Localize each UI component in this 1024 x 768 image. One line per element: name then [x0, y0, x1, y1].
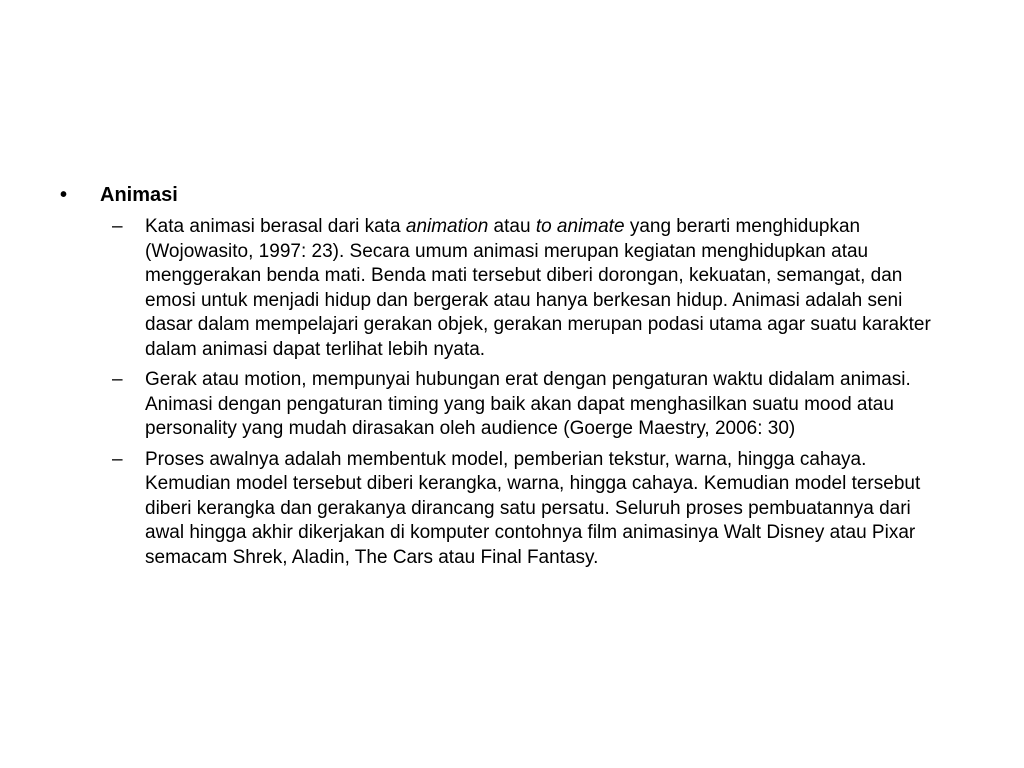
italic-term: to animate [535, 216, 625, 237]
sub-bullet-text [145, 449, 920, 568]
sub-bullet-item [60, 448, 950, 571]
dash-icon: – [112, 369, 123, 390]
text-segment: atau [488, 216, 536, 237]
text-segment: Proses awalnya adalah membentuk model, pemberian tekstur, warna, hingga cahaya. Kemudian model tersebut diberi kerangka, warna, hingga cahaya. Kemudian model tersebut diberi kerangka dan gerakanya dirancang satu persatu. Seluruh proses pembuatannya dari awal hingga akhir dikerjakan di komputer contohnya film animasinya Walt Disney atau Pixar semacam Shrek, Aladin, The Cars atau Final Fantasy. [145, 448, 921, 568]
sub-bullet-item [60, 368, 950, 442]
sub-bullet-item [60, 215, 950, 362]
heading-text: Animasi [100, 184, 178, 206]
slide-content [60, 181, 960, 576]
sub-bullet-text [145, 369, 911, 439]
text-segment: Gerak atau motion, mempunyai hubungan erat dengan pengaturan waktu didalam animasi. Animasi dengan pengaturan timing yang baik akan dapat menghasilkan suatu mood atau personality yang mudah dirasakan oleh audience (Goerge Maestry, 2006: 30) [145, 369, 911, 439]
text-segment: Kata animasi berasal dari kata [145, 216, 406, 237]
bullet-heading [60, 181, 960, 209]
dash-icon: – [112, 448, 123, 470]
dash-icon: – [112, 216, 123, 237]
sub-bullet-list [60, 215, 960, 570]
italic-term: animation [405, 216, 489, 237]
bullet-icon: • [60, 184, 68, 206]
sub-bullet-text [145, 216, 931, 360]
text-segment: yang berarti menghidupkan (Wojowasito, 1997: 23). Secara umum animasi merupan kegiatan menghidupkan atau menggerakan benda mati. Benda mati tersebut diberi dorongan, kekuatan, semangat, dan emosi untuk menjadi hidup dan bergerak atau hanya berkesan hidup. Animasi adalah seni dasar dalam mempelajari gerakan objek, gerakan merupan podasi utama agar suatu karakter dalam animasi dapat terlihat lebih nyata. [145, 216, 931, 360]
